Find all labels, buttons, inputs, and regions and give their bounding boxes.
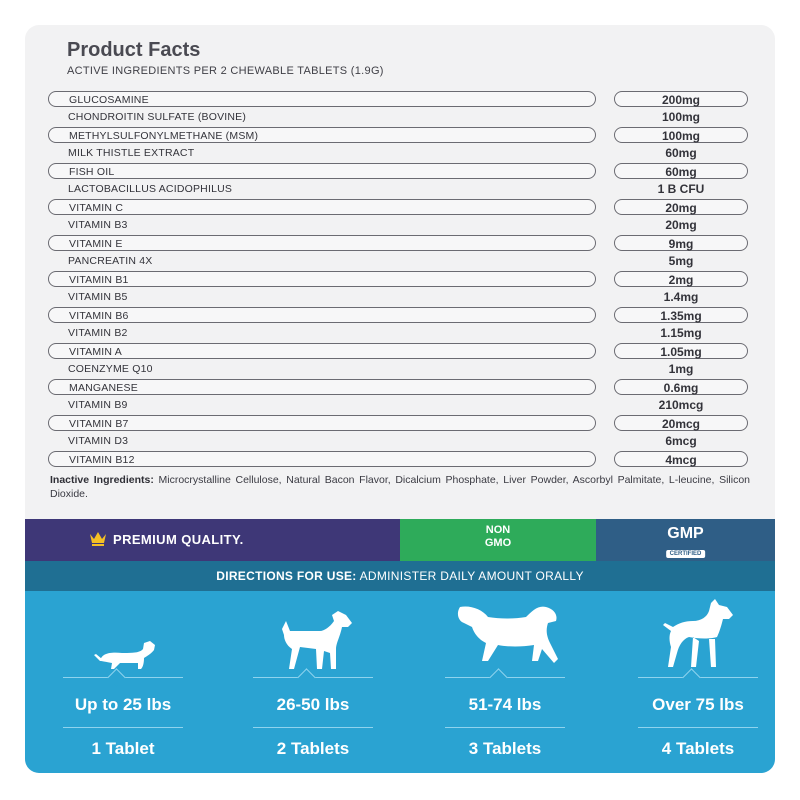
ingredient-name: GLUCOSAMINE — [48, 91, 596, 107]
weight-range: Over 75 lbs — [652, 695, 744, 714]
facts-title: Product Facts — [67, 39, 201, 61]
ingredient-amount: 200mg — [614, 91, 748, 107]
ingredient-row — [48, 397, 748, 415]
tablet-count: 2 Tablets — [276, 739, 350, 758]
ingredient-amount: 0.6mg — [614, 379, 748, 395]
divider — [445, 727, 565, 728]
ingredient-amount: 1mg — [668, 362, 694, 376]
tablet-count: 4 Tablets — [661, 739, 735, 758]
non-gmo-badge — [400, 519, 596, 561]
medium-dog-icon — [238, 609, 388, 671]
ingredient-name: VITAMIN B9 — [68, 399, 128, 411]
ingredient-name: VITAMIN B3 — [68, 219, 128, 231]
non-gmo-logo — [485, 524, 511, 550]
xlarge-dog-icon — [623, 595, 773, 671]
inactive-label: Inactive Ingredients: — [50, 474, 154, 486]
divider-notch — [489, 668, 507, 686]
ingredient-name: METHYLSULFONYLMETHANE (MSM) — [48, 127, 596, 143]
ingredient-amount: 1 B CFU — [657, 182, 705, 196]
inactive-text: Microcrystalline Cellulose, Natural Bacon Flavor, Dicalcium Phosphate, Liver Powder, Ascorbyl Palmitate, L-leucine, Silicon Dioxide. — [50, 474, 751, 500]
ingredient-name: FISH OIL — [48, 163, 596, 179]
dosage-column — [430, 591, 580, 773]
ingredient-row — [48, 181, 748, 199]
ingredient-amount: 20mg — [665, 218, 697, 232]
certified-text: CERTIFIED — [666, 550, 706, 558]
premium-label-wrap — [113, 532, 244, 547]
ingredient-row — [48, 451, 748, 469]
ingredient-amount: 210mcg — [658, 398, 704, 412]
premium-quality-badge — [25, 519, 400, 561]
ingredients-table — [48, 91, 748, 469]
ingredient-amount: 9mg — [614, 235, 748, 251]
ingredient-row — [48, 415, 748, 433]
directions-label: DIRECTIONS FOR USE: — [216, 569, 357, 583]
ingredient-name: VITAMIN B7 — [48, 415, 596, 431]
ingredient-amount: 2mg — [614, 271, 748, 287]
large-dog-icon — [430, 599, 580, 671]
ingredient-name: VITAMIN A — [48, 343, 596, 359]
facts-subtitle: ACTIVE INGREDIENTS PER 2 CHEWABLE TABLETS (1.9G) — [67, 65, 384, 77]
ingredient-amount: 20mcg — [614, 415, 748, 431]
premium-label: PREMIUM QUALITY. — [113, 532, 244, 547]
ingredient-name: MANGANESE — [48, 379, 596, 395]
weight-range: 26-50 lbs — [276, 695, 350, 714]
dosage-column — [238, 591, 388, 773]
divider — [638, 727, 758, 728]
ingredient-row — [48, 433, 748, 451]
divider — [253, 727, 373, 728]
ingredient-row — [48, 127, 748, 145]
ingredient-row — [48, 235, 748, 253]
ingredient-name: VITAMIN B12 — [48, 451, 596, 467]
dosage-column — [623, 591, 773, 773]
ingredient-amount: 100mg — [661, 110, 701, 124]
ingredient-name: VITAMIN B2 — [68, 327, 128, 339]
ingredient-name: VITAMIN E — [48, 235, 596, 251]
ingredient-name: COENZYME Q10 — [68, 363, 153, 375]
ingredient-name: VITAMIN B6 — [48, 307, 596, 323]
ingredient-amount: 100mg — [614, 127, 748, 143]
weight-range: Up to 25 lbs — [74, 695, 172, 714]
ingredient-row — [48, 217, 748, 235]
badge-strip — [25, 519, 775, 561]
tablet-count: 1 Tablet — [91, 739, 155, 758]
dosage-column — [48, 591, 198, 773]
ingredient-name: CHONDROITIN SULFATE (BOVINE) — [68, 111, 247, 123]
ingredient-row — [48, 325, 748, 343]
ingredient-row — [48, 343, 748, 361]
small-dog-icon — [48, 639, 198, 671]
ingredient-amount: 60mg — [665, 146, 697, 160]
ingredient-name: VITAMIN B5 — [68, 291, 128, 303]
ingredient-name: LACTOBACILLUS ACIDOPHILUS — [68, 183, 233, 195]
directions-text: ADMINISTER DAILY AMOUNT ORALLY — [359, 569, 584, 583]
ingredient-row — [48, 91, 748, 109]
ingredient-row — [48, 379, 748, 397]
ingredient-amount: 1.4mg — [663, 290, 699, 304]
ingredient-row — [48, 163, 748, 181]
ingredient-name: MILK THISTLE EXTRACT — [68, 147, 195, 159]
ingredient-amount: 1.35mg — [614, 307, 748, 323]
ingredient-name: VITAMIN C — [48, 199, 596, 215]
ingredient-row — [48, 253, 748, 271]
gmp-text: GMP — [667, 525, 704, 542]
directions-panel — [25, 561, 775, 773]
ingredient-row — [48, 307, 748, 325]
gmp-logo — [666, 525, 706, 560]
ingredient-amount: 1.05mg — [614, 343, 748, 359]
crown-icon — [89, 530, 107, 546]
ingredient-name: VITAMIN D3 — [68, 435, 129, 447]
ingredient-amount: 1.15mg — [660, 326, 702, 340]
weight-range: 51-74 lbs — [468, 695, 542, 714]
ingredient-amount: 20mg — [614, 199, 748, 215]
ingredient-amount: 4mcg — [614, 451, 748, 467]
divider-notch — [297, 668, 315, 686]
divider-notch — [107, 668, 125, 686]
ingredient-row — [48, 199, 748, 217]
ingredient-amount: 6mcg — [665, 434, 697, 448]
ingredient-row — [48, 271, 748, 289]
divider — [63, 727, 183, 728]
divider-notch — [682, 668, 700, 686]
ingredient-amount: 60mg — [614, 163, 748, 179]
ingredient-row — [48, 289, 748, 307]
directions-bar — [25, 561, 775, 591]
ingredient-row — [48, 145, 748, 163]
product-facts-card — [25, 25, 775, 773]
ingredient-row — [48, 361, 748, 379]
ingredient-name: PANCREATIN 4X — [68, 255, 153, 267]
gmo-text: GMO — [484, 537, 512, 549]
ingredient-amount: 5mg — [668, 254, 694, 268]
gmp-badge — [596, 519, 775, 561]
tablet-count: 3 Tablets — [468, 739, 542, 758]
ingredient-name: VITAMIN B1 — [48, 271, 596, 287]
ingredient-row — [48, 109, 748, 127]
inactive-ingredients — [50, 473, 750, 501]
non-text: NON — [485, 524, 511, 536]
